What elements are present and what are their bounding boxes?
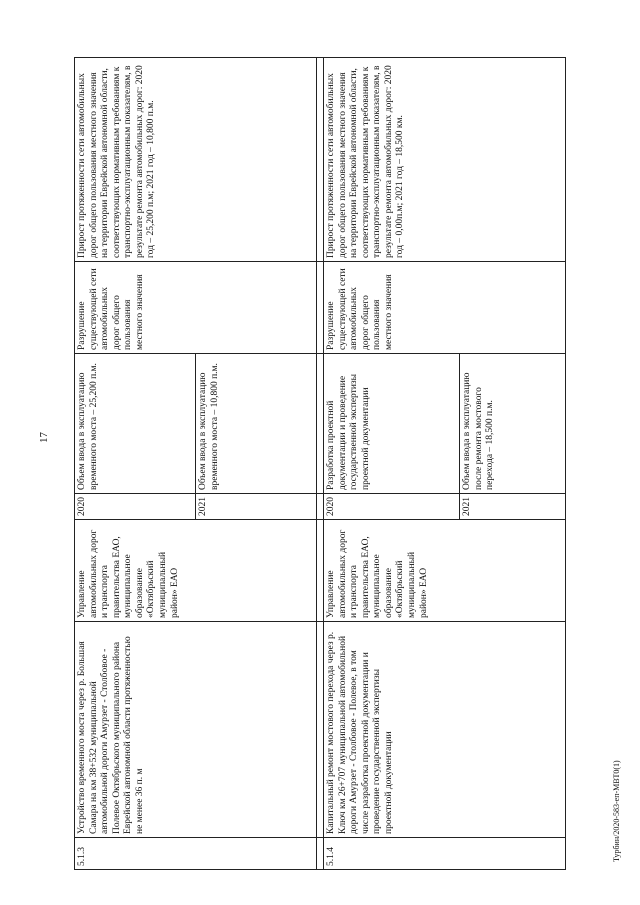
year: 2020 xyxy=(323,494,459,520)
row-number: 5.1.4 xyxy=(323,838,565,870)
year: 2021 xyxy=(460,494,566,520)
row-separator xyxy=(316,58,323,870)
expected-result: Разработка проектной документации и проведение государственной экспертизы проектной документации xyxy=(323,354,459,494)
year: 2021 xyxy=(195,494,316,520)
indicator: Прирост протяженности сети автомобильных дорог общего пользования местного значения на территории Еврейской автономной области, соответствующих нормативным требованиям к транспортно-эксплуатационным показателям, в результате ремонта автомобильных дорог: 2020 год – 25,200 п.м; 2021 год – 10,800 п.м. xyxy=(75,58,317,262)
year: 2020 xyxy=(75,494,196,520)
indicator: Прирост протяженности сети автомобильных дорог общего пользования местного значения на территории Еврейской автономной области, соответствующих нормативным требованиям к транспортно-эксплуатационным показателям, в результате ремонта автомобильных дорог: 2020 год – 0,00п.м; 2021 год – 18,500 км. xyxy=(323,58,565,262)
table-row xyxy=(323,58,459,870)
measure-name: Устройство временного моста через р. Большая Самара на км 38+532 муниципальной автомобильной дороги Амурзет - Столбовое - Полевое Октябрьского муниципального района Еврейской автономной области протяженностью не менее 36 п. м xyxy=(75,622,317,838)
executor: Управление автомобильных дорог и транспорта правительства ЕАО, муниципальное образование «Октябрьский муниципальный район» ЕАО xyxy=(323,520,565,622)
program-table xyxy=(74,58,566,870)
table-row xyxy=(75,58,196,870)
expected-result: Объем ввода в эксплуатацию временного моста – 10,800 п.м. xyxy=(195,354,316,494)
row-number: 5.1.3 xyxy=(75,838,317,870)
measure-name: Капитальный ремонт мостового перехода через р. Ключ км 26+707 муниципальной автомобильной дороги Амурзет - Столбовое - Полевое, в том числе разработка проектной документации и проведение государственной экспертизы проектной документации xyxy=(323,622,565,838)
expected-result: Объем ввода в эксплуатацию временного моста – 25,200 п.м. xyxy=(75,354,196,494)
executor: Управление автомобильных дорог и транспорта правительства ЕАО, муниципальное образование «Октябрьский муниципальный район» ЕАО xyxy=(75,520,317,622)
risk: Разрушение существующей сети автомобильных дорог общего пользования местного значения xyxy=(323,262,565,354)
document-footer-code: Турбин/2020-583-еп-МВТ0(1) xyxy=(612,760,621,862)
risk: Разрушение существующей сети автомобильных дорог общего пользования местного значения xyxy=(75,262,317,354)
expected-result: Объем ввода в эксплуатацию после ремонта мостового перехода – 18,500 п.м. xyxy=(460,354,566,494)
page-number: 17 xyxy=(38,432,50,443)
